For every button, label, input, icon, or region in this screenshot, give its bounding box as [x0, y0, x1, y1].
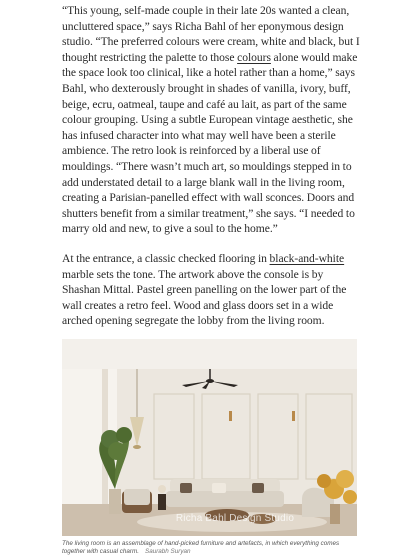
- photo-credit: Saurabh Suryan: [145, 548, 191, 555]
- paragraph-text: At the entrance, a classic checked flooring in: [62, 252, 270, 265]
- black-and-white-link[interactable]: black-and-white: [269, 252, 345, 265]
- living-room-photo: [62, 339, 357, 536]
- colours-link[interactable]: colours: [237, 50, 271, 64]
- paragraph-text: alone would make the space look too clinical, like a hotel rather than a home,” says Bahl, who dexterously brought in shades of vanilla, ivory, buff, beige, ecru, oatmeal, taupe and café au lait, as part of the same colour grouping. Using a subtle European vintage aesthetic, she has infused character into what may well have been a sterile ambience. The retro look is reinforced by a liberal use of mouldings. “There wasn’t much art, so mouldings stepped in to add understated detail to a large blank wall in the living room, creating a Parisian-panelled effect with wall sconces. Doors and shutters benefit from a similar treatment,” she says. “I needed to marry old and new, to give a soul to the home.”: [62, 50, 358, 236]
- caption-text: The living room is an assemblage of hand-picked furniture and artefacts, in which everything comes together with casual charm.: [62, 540, 340, 555]
- photo-caption: [62, 540, 362, 556]
- article-paragraph-2: [62, 251, 360, 329]
- article-paragraph-1: [62, 3, 360, 237]
- paragraph-text: “This young, self-made couple in their late 20s wanted a clean, uncluttered space,” says Richa Bahl of her eponymous design studio. “The preferred colours were cream, white and black, but I thought restricting the palette to those: [62, 4, 360, 64]
- living-room-illustration: [62, 339, 357, 536]
- paragraph-text: marble sets the tone. The artwork above the console is by Shashan Mittal. Pastel green panelling on the lower part of the wall creates a retro feel. Wood and glass doors set in a wide arched opening segregate the lobby from the living room.: [62, 267, 347, 328]
- photo-watermark: Richa Bahl Design Studio: [175, 513, 295, 524]
